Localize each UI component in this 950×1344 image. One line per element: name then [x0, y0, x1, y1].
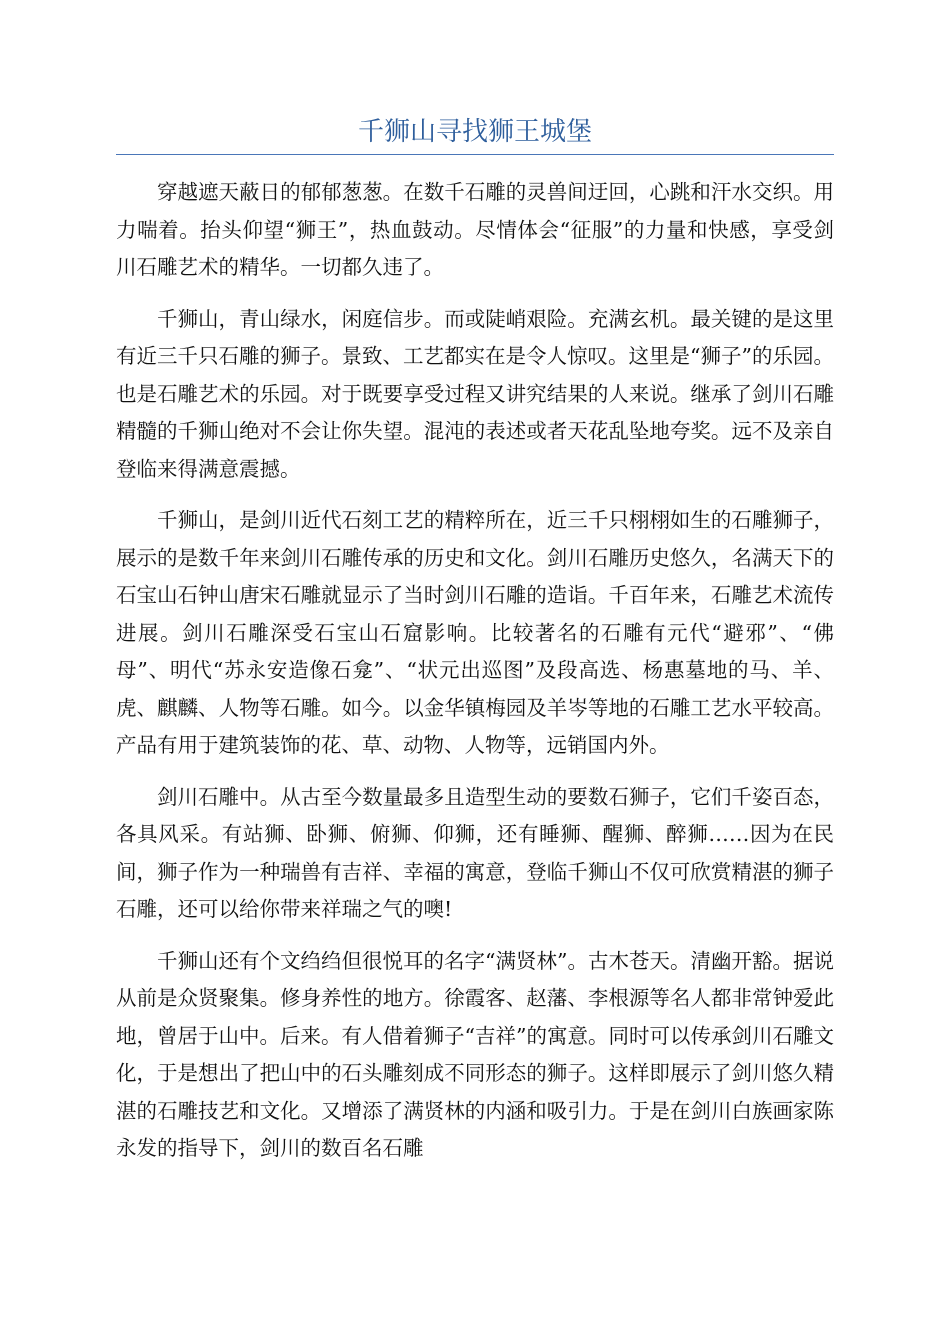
title-underline — [116, 154, 834, 155]
paragraph-1: 穿越遮天蔽日的郁郁葱葱。在数千石雕的灵兽间迂回，心跳和汗水交织。用力喘着。抬头仰望“狮王”，热血鼓动。尽情体会“征服”的力量和快感，享受剑川石雕艺术的精华。一切都久违了。 — [116, 180, 834, 279]
paragraph-4: 剑川石雕中。从古至今数量最多且造型生动的要数石狮子，它们千姿百态，各具风采。有站狮、卧狮、俯狮、仰狮，还有睡狮、醒狮、醉狮……因为在民间，狮子作为一种瑞兽有吉祥、幸福的寓意，登临千狮山不仅可欣赏精湛的狮子石雕，还可以给你带来祥瑞之气的噢! — [116, 784, 834, 921]
paragraph-3: 千狮山，是剑川近代石刻工艺的精粹所在，近三千只栩栩如生的石雕狮子，展示的是数千年来剑川石雕传承的历史和文化。剑川石雕历史悠久，名满天下的石宝山石钟山唐宋石雕就显示了当时剑川石雕的造诣。千百年来，石雕艺术流传进展。剑川石雕深受石宝山石窟影响。比较著名的石雕有元代“避邪”、“佛母”、明代“苏永安造像石龛”、“状元出巡图”及段高选、杨惠墓地的马、羊、虎、麒麟、人物等石雕。如今。以金华镇梅园及羊岑等地的石雕工艺水平较高。产品有用于建筑装饰的花、草、动物、人物等，远销国内外。 — [116, 508, 834, 757]
paragraph-2: 千狮山，青山绿水，闲庭信步。而或陡峭艰险。充满玄机。最关键的是这里有近三千只石雕的狮子。景致、工艺都实在是令人惊叹。这里是“狮子”的乐园。也是石雕艺术的乐园。对于既要享受过程又讲究结果的人来说。继承了剑川石雕精髓的千狮山绝对不会让你失望。混沌的表述或者天花乱坠地夸奖。远不及亲自登临来得满意震撼。 — [116, 306, 834, 481]
document-title: 千狮山寻找狮王城堡 — [357, 117, 592, 147]
paragraph-5: 千狮山还有个文绉绉但很悦耳的名字“满贤林”。古木苍天。清幽开豁。据说从前是众贤聚集。修身养性的地方。徐霞客、赵藩、李根源等名人都非常钟爱此地，曾居于山中。后来。有人借着狮子“吉祥”的寓意。同时可以传承剑川石雕文化，于是想出了把山中的石头雕刻成不同形态的狮子。这样即展示了剑川悠久精湛的石雕技艺和文化。又增添了满贤林的内涵和吸引力。于是在剑川白族画家陈永发的指导下，剑川的数百名石雕 — [116, 948, 834, 1160]
document-body — [116, 174, 834, 1182]
